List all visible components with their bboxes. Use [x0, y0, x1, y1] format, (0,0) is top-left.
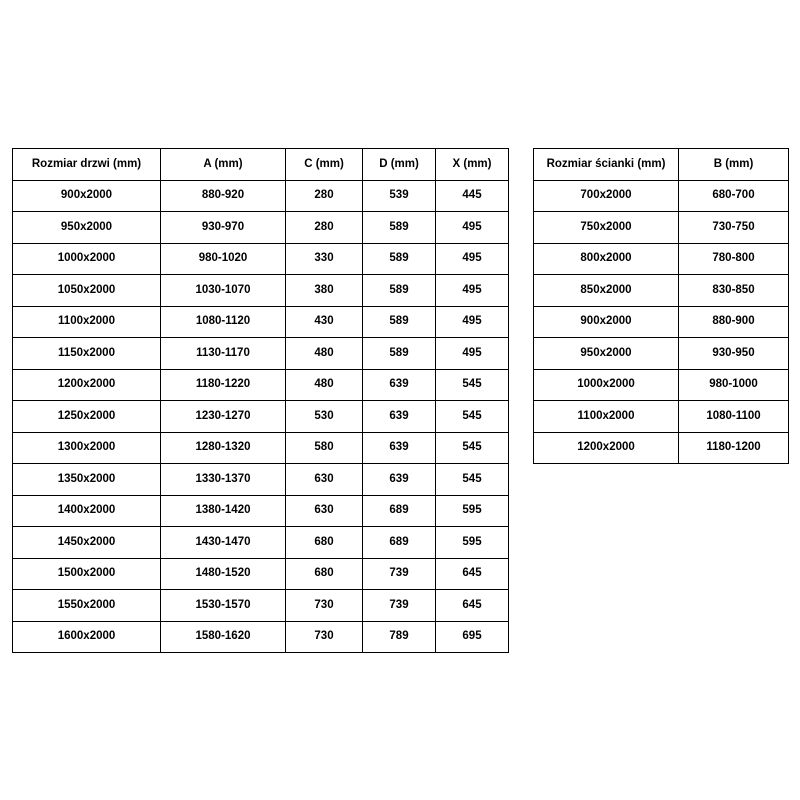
- cell-d: 689: [363, 527, 436, 559]
- table-row: [534, 212, 789, 244]
- cell-d: 639: [363, 432, 436, 464]
- doors-header-a: A (mm): [161, 149, 286, 181]
- cell-c: 730: [286, 590, 363, 622]
- cell-d: 639: [363, 464, 436, 496]
- doors-header-x: X (mm): [436, 149, 509, 181]
- doors-header-c: C (mm): [286, 149, 363, 181]
- cell-d: 589: [363, 243, 436, 275]
- cell-size: 1100x2000: [13, 306, 161, 338]
- cell-c: 530: [286, 401, 363, 433]
- table-row: [534, 432, 789, 464]
- table-row: [13, 464, 509, 496]
- cell-b: 880-900: [679, 306, 789, 338]
- cell-d: 739: [363, 558, 436, 590]
- cell-b: 780-800: [679, 243, 789, 275]
- cell-size: 1550x2000: [13, 590, 161, 622]
- table-row: [13, 212, 509, 244]
- cell-c: 630: [286, 464, 363, 496]
- table-row: [534, 275, 789, 307]
- cell-a: 1180-1220: [161, 369, 286, 401]
- cell-size: 850x2000: [534, 275, 679, 307]
- cell-c: 730: [286, 621, 363, 653]
- cell-x: 545: [436, 369, 509, 401]
- table-row: [13, 401, 509, 433]
- cell-a: 1580-1620: [161, 621, 286, 653]
- cell-size: 1400x2000: [13, 495, 161, 527]
- table-row: [534, 180, 789, 212]
- table-row: [13, 369, 509, 401]
- cell-a: 1380-1420: [161, 495, 286, 527]
- cell-c: 480: [286, 338, 363, 370]
- cell-c: 580: [286, 432, 363, 464]
- cell-a: 880-920: [161, 180, 286, 212]
- cell-size: 1150x2000: [13, 338, 161, 370]
- doors-header-d: D (mm): [363, 149, 436, 181]
- table-row: [13, 590, 509, 622]
- cell-c: 430: [286, 306, 363, 338]
- cell-x: 595: [436, 527, 509, 559]
- cell-size: 900x2000: [13, 180, 161, 212]
- cell-c: 630: [286, 495, 363, 527]
- table-row: [534, 338, 789, 370]
- cell-x: 545: [436, 464, 509, 496]
- cell-size: 1250x2000: [13, 401, 161, 433]
- cell-a: 1280-1320: [161, 432, 286, 464]
- cell-x: 645: [436, 590, 509, 622]
- cell-size: 1300x2000: [13, 432, 161, 464]
- table-row: [13, 275, 509, 307]
- cell-a: 1230-1270: [161, 401, 286, 433]
- cell-b: 830-850: [679, 275, 789, 307]
- cell-c: 480: [286, 369, 363, 401]
- cell-size: 1000x2000: [534, 369, 679, 401]
- cell-a: 1330-1370: [161, 464, 286, 496]
- cell-a: 1430-1470: [161, 527, 286, 559]
- cell-size: 700x2000: [534, 180, 679, 212]
- cell-x: 495: [436, 212, 509, 244]
- table-row: [13, 180, 509, 212]
- doors-table-body: [13, 180, 509, 653]
- cell-c: 330: [286, 243, 363, 275]
- table-row: [13, 558, 509, 590]
- cell-d: 639: [363, 401, 436, 433]
- cell-c: 380: [286, 275, 363, 307]
- cell-size: 750x2000: [534, 212, 679, 244]
- walls-table-container: [533, 148, 789, 464]
- cell-size: 1350x2000: [13, 464, 161, 496]
- cell-size: 1000x2000: [13, 243, 161, 275]
- cell-d: 589: [363, 275, 436, 307]
- table-header-row: [13, 149, 509, 181]
- cell-d: 589: [363, 212, 436, 244]
- walls-dimensions-table: [533, 148, 789, 464]
- doors-table-container: [12, 148, 509, 653]
- cell-x: 595: [436, 495, 509, 527]
- cell-a: 930-970: [161, 212, 286, 244]
- doors-table-head: [13, 149, 509, 181]
- cell-b: 680-700: [679, 180, 789, 212]
- doors-dimensions-table: [12, 148, 509, 653]
- cell-size: 950x2000: [13, 212, 161, 244]
- cell-c: 280: [286, 212, 363, 244]
- cell-b: 930-950: [679, 338, 789, 370]
- cell-b: 980-1000: [679, 369, 789, 401]
- cell-size: 1100x2000: [534, 401, 679, 433]
- cell-x: 495: [436, 306, 509, 338]
- cell-size: 1600x2000: [13, 621, 161, 653]
- cell-c: 680: [286, 527, 363, 559]
- cell-x: 545: [436, 432, 509, 464]
- cell-x: 645: [436, 558, 509, 590]
- walls-table-head: [534, 149, 789, 181]
- cell-size: 1450x2000: [13, 527, 161, 559]
- cell-x: 445: [436, 180, 509, 212]
- cell-a: 980-1020: [161, 243, 286, 275]
- cell-size: 800x2000: [534, 243, 679, 275]
- cell-d: 539: [363, 180, 436, 212]
- cell-a: 1130-1170: [161, 338, 286, 370]
- cell-a: 1530-1570: [161, 590, 286, 622]
- cell-d: 689: [363, 495, 436, 527]
- cell-d: 789: [363, 621, 436, 653]
- table-row: [534, 243, 789, 275]
- cell-b: 1180-1200: [679, 432, 789, 464]
- cell-b: 730-750: [679, 212, 789, 244]
- cell-d: 589: [363, 306, 436, 338]
- cell-size: 1050x2000: [13, 275, 161, 307]
- cell-size: 900x2000: [534, 306, 679, 338]
- walls-header-b: B (mm): [679, 149, 789, 181]
- cell-c: 280: [286, 180, 363, 212]
- cell-size: 1200x2000: [13, 369, 161, 401]
- table-row: [13, 495, 509, 527]
- cell-x: 495: [436, 338, 509, 370]
- cell-x: 495: [436, 243, 509, 275]
- table-row: [13, 306, 509, 338]
- cell-size: 1500x2000: [13, 558, 161, 590]
- cell-x: 545: [436, 401, 509, 433]
- table-row: [13, 621, 509, 653]
- table-row: [534, 306, 789, 338]
- table-row: [13, 243, 509, 275]
- cell-d: 739: [363, 590, 436, 622]
- doors-header-size: Rozmiar drzwi (mm): [13, 149, 161, 181]
- table-row: [13, 432, 509, 464]
- cell-size: 950x2000: [534, 338, 679, 370]
- cell-b: 1080-1100: [679, 401, 789, 433]
- cell-c: 680: [286, 558, 363, 590]
- cell-a: 1080-1120: [161, 306, 286, 338]
- cell-a: 1030-1070: [161, 275, 286, 307]
- cell-d: 589: [363, 338, 436, 370]
- table-row: [534, 401, 789, 433]
- table-header-row: [534, 149, 789, 181]
- cell-d: 639: [363, 369, 436, 401]
- walls-table-body: [534, 180, 789, 464]
- table-row: [534, 369, 789, 401]
- cell-x: 495: [436, 275, 509, 307]
- walls-header-size: Rozmiar ścianki (mm): [534, 149, 679, 181]
- cell-a: 1480-1520: [161, 558, 286, 590]
- cell-x: 695: [436, 621, 509, 653]
- table-row: [13, 527, 509, 559]
- table-row: [13, 338, 509, 370]
- cell-size: 1200x2000: [534, 432, 679, 464]
